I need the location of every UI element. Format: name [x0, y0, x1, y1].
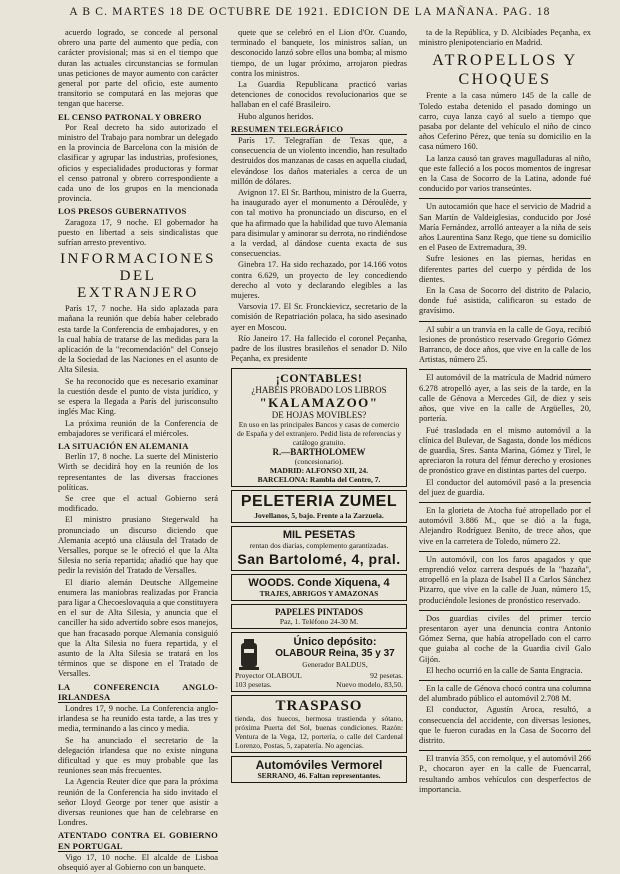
section-heading: LA SITUACIÓN EN ALEMANIA — [58, 440, 189, 451]
section-heading: LA CONFERENCIA ANGLO-IRLANDESA — [58, 681, 218, 702]
paragraph: En la calle de Génova chocó contra una columna del alumbrado público el automóvil 2.708 M. — [419, 683, 591, 704]
paragraph: Por Real decreto ha sido autorizado el ministro del Trabajo para nombrar un delegado en la provincia de Barcelona con la misión de clasificar y agrupar las industrias, profesiones, oficios y especialidades productoras y formar el censo patronal y obrero correspondiente a cada uno de los grupos en la mencionada provincia. — [58, 122, 218, 204]
paragraph: Frente a la casa número 145 de la calle de Toledo estaba detenido el pasado domingo un carro, cuya lanza cayó al suelo a tiempo que pasaba por delante del vehículo el niño de cinco años Ceferino Pérez, que tenía su domicilio en la casa número 160. — [419, 91, 591, 152]
paragraph: Avignon 17. El Sr. Barthou, ministro de la Guerra, ha inaugurado ayer el monumento a Déroulède, y con tal motivo ha pronunciado un discurso, en el que ha afirmado que la habilidad que tuvo Alemania para disimular y aminorar su derrota, no rindiéndose a la verdad, al dándose cuenta exacta de sus consecuencias. — [231, 188, 407, 259]
ad-generator: Generador BALDUS, — [302, 660, 368, 669]
paragraph: El hecho ocurrió en la calle de Santa Engracia. — [426, 665, 583, 675]
paragraph: Se cree que el actual Gobierno será modificado. — [58, 493, 218, 514]
paragraph: Río Janeiro 17. Ha fallecido el coronel Peçanha, padre de los ilustres brasileños el senador D. Nilo Peçanha, ex presidente — [231, 333, 407, 364]
ad-projector: Proyector OLABOUL — [235, 670, 302, 680]
heater-illustration — [235, 635, 263, 671]
paragraph: ta de la República, y D. Alcibíades Peçanha, ex ministro plenipotenciario en Madrid. — [419, 28, 591, 48]
kalamazoo-ad — [231, 368, 407, 487]
paragraph: El ministro prusiano Stegerwald ha pronunciado un discurso diciendo que Alemania aceptó una cláusula del Tratado de Versalles, porque se le ofreció el que la Alta Silesia no sería repartida; añadió que hay que pedir la revisión del Tratado de Versalles. — [58, 515, 218, 576]
column-1 — [58, 28, 218, 874]
divider — [419, 321, 591, 322]
paragraph: Ginebra 17. Ha sido rechazado, por 14.166 votos contra 6.629, un proyecto de ley concediendo derecho al voto y declarando elegibles a las mujeres. — [231, 260, 407, 301]
olabour-ad — [231, 632, 407, 692]
ad-address: BARCELONA: Rambla del Centro, 7. — [257, 474, 381, 484]
ad-agent: R.—BARTHOLOMEW — [272, 446, 366, 457]
ad-subtitle: OLABOUR Reina, 35 y 37 — [275, 648, 395, 659]
mil-pesetas-ad — [231, 526, 407, 571]
ad-subtitle: ¿HABÉIS PROBADO LOS LIBROS — [251, 384, 387, 395]
divider — [419, 750, 591, 751]
ad-subtitle: Paz, 1. Teléfono 24-30 M. — [279, 616, 359, 626]
woods-ad — [231, 574, 407, 601]
paragraph: La Agencia Reuter dice que para la próxima reunión de la Conferencia ha sido invitado el señor Lloyd George por tener que asistir a diversas reuniones que han de celebrarse en Londres. — [58, 777, 218, 828]
paragraph: Zaragoza 17, 9 noche. El gobernador ha puesto en libertad a seis sindicalistas que sufrían arresto preventivo. — [58, 217, 218, 248]
paragraph: Vigo 17, 10 noche. El alcalde de Lisboa obsequió ayer al Gobierno con un banquete. — [58, 852, 218, 873]
paragraph: En la glorieta de Atocha fué atropellado por el automóvil 3.886 M., que se dió a la fuga, Alejandro Rodríguez Benito, de trece años, que vive en la carretera de Toledo, número 22. — [419, 505, 591, 546]
section-heading: ATENTADO CONTRA EL GOBIERNO EN PORTUGAL — [58, 830, 218, 851]
ad-role: (concesionario). — [294, 456, 344, 466]
paragraph: Al subir a un tranvía en la calle de Goya, recibió lesiones de pronóstico reservado Gregorio Gómez Barranco, de doce años, que vive en la calle de los Artistas, número 25. — [419, 324, 591, 365]
ad-text: En uso en las principales Bancos y casas de comercio de España y del extranjero. Pedid lista de referencias y catálogo gratuito. — [236, 419, 402, 447]
ad-price: 103 pesetas. — [235, 679, 272, 689]
ad-title: TRASPASO — [275, 697, 363, 714]
paragraph: Varsovia 17. El Sr. Fronckievicz, secretario de la comisión de Repatriación polaca, ha sido asesinado ayer en Moscou. — [231, 302, 407, 332]
divider — [419, 610, 591, 611]
peleteria-ad — [231, 490, 407, 523]
ad-model: Nuevo modelo, 83,50. — [336, 679, 403, 689]
paragraph: Hubo algunos heridos. — [238, 111, 314, 121]
paragraph: Fué trasladada en el mismo automóvil a la clínica del Bulevar, de Sagasta, donde los médicos de guardia, Sres. Santa Marina, Gómez y Tirel, le apreciaron la rotura del fémur derecho y erosiones de pronóstico grave en distintas partes del cuerpo. — [419, 425, 591, 476]
column-2 — [231, 28, 407, 786]
paragraph: El automóvil de la matrícula de Madrid número 6.278 atropelló ayer, a las seis de la tarde, en la calle de Génova a Mercedes Gil, de diez y seis años, que vive en la calle de Argüelles, 20, portería. — [419, 373, 591, 424]
ad-line: DE HOJAS MOVIBLES? — [271, 409, 367, 420]
paragraph: El tranvía 355, con remolque, y el automóvil 266 P., chocaron ayer en la calle de Fuencarral, resultando ambos vehículos con desperfectos de importancia. — [419, 754, 591, 794]
paragraph: El conductor del automóvil pasó a la presencia del juez de guardia. — [419, 477, 591, 497]
section-title: ATROPELLOS Y CHOQUES — [432, 52, 578, 89]
ad-brand: "KALAMAZOO" — [259, 394, 379, 410]
column-3 — [419, 28, 591, 796]
paragraph: El diario alemán Deutsche Allgemeine enumera las maniobras realizadas por Francia para ligar a Checoeslovaquia a que constituyera en el sur de Alta Silesia, y anuncia que el canciller ha sido advertido sobre esos manejos, que han fracasado porque Alemania consiguió que la Alta Silesia no fuera repartida, y el asunto de la Alta Silesia se tratará en los términos que se dispone en el Tratado de Versalles. — [58, 577, 218, 679]
ad-title: MIL PESETAS — [282, 528, 356, 541]
divider — [419, 680, 591, 681]
ad-subtitle: SERRANO, 46. Faltan representantes. — [257, 770, 381, 780]
paragraph: París 17, 7 noche. Ha sido aplazada para mañana la reunión que debía haber celebrado esta tarde la Conferencia de embajadores, y en la cual había de tratarse de las medidas para la aplicación de la "recomendación" del Consejo de la Sociedad de las Naciones en el asunto de Alta Silesia. — [58, 304, 218, 375]
paragraph: Sufre lesiones en las piernas, heridas en diferentes partes del cuerpo y pérdida de los dientes. — [419, 254, 591, 284]
paragraph: quete que se celebró en el Lion d'Or. Cuando, terminado el banquete, los ministros salían, un desconocido lanzó sobre ellos una bomba; al mismo tiempo, de un lugar próximo, arrojaron piedras contra los ministros. — [231, 28, 407, 78]
paragraph: Berlín 17, 8 noche. La suerte del Ministerio Wirth se decidirá hoy en la reunión de los representantes de las diversas fracciones políticas. — [58, 452, 218, 492]
ad-title: Único depósito: — [293, 636, 377, 648]
page-header: A B C. MARTES 18 DE OCTUBRE DE 1921. EDICION DE LA MAÑANA. PAG. 18 — [69, 6, 551, 18]
ad-title: PAPELES PINTADOS — [275, 606, 363, 617]
paragraph: Londres 17, 9 noche. La Conferencia anglo-irlandesa se ha reunido esta tarde, a las tres y media, terminando a las cinco y media. — [58, 703, 218, 734]
section-title: INFORMACIONES DEL EXTRANJERO — [60, 251, 216, 302]
ad-address: San Bartolomé, 4, pral. — [237, 550, 401, 567]
paragraph: La próxima reunión de la Conferencia de embajadores se verificará el miércoles. — [58, 418, 218, 438]
ad-title: ¡CONTABLES! — [275, 370, 363, 385]
section-heading: LOS PRESOS GUBERNATIVOS — [58, 206, 187, 217]
divider — [419, 369, 591, 370]
vermorel-ad — [231, 756, 407, 783]
section-heading: RESUMEN TELEGRÁFICO — [231, 124, 407, 135]
ad-subtitle: rentan dos diarias, complemento garantizadas. — [249, 540, 389, 550]
paragraph: Un automóvil, con los faros apagados y que emprendió veloz carrera después de la "hazaña", atropelló en la plaza de Isabel II a Carlos Sánchez Pizarro, que vive en la calle de Juan, número 15, produciéndole lesiones de pronóstico reservado. — [419, 554, 591, 605]
paragraph: acuerdo logrado, se concede al personal obrero una parte del aumento que pedía, con carácter provisional; mas si en el tiempo que duran las actuales circunstancias se formulan unas peticiones de mayor aumento con carácter general por parte del oficio, este aumento transitorio se computará en las mejoras que tengan que hacerse. — [58, 28, 218, 109]
ad-text: tienda, dos huecos, hermosa trastienda y sótano, próxima Puerta del Sol, buenas condiciones. Razón: Ventura de la Vega, 12, portería, o calle del Cardenal Lorenzo, Postas, 5, zapatería. No agencias. — [235, 713, 403, 750]
ad-title: WOODS. Conde Xiquena, 4 — [248, 576, 390, 589]
ad-price: 92 pesetas. — [370, 670, 403, 680]
ad-subtitle: TRAJES, ABRIGOS Y AMAZONAS — [259, 588, 379, 598]
ad-subtitle: Jovellanos, 5, bajo. Frente a la Zarzuela. — [254, 510, 384, 520]
ad-title: PELETERIA ZUMEL — [240, 492, 398, 510]
divider — [419, 198, 591, 199]
paragraph: La lanza causó tan graves magulladuras al niño, que este falleció a los pocos momentos de ingresar en la Casa de Socorro de la Latina, adonde fué conducido por varios transeúntes. — [419, 153, 591, 194]
paragraph: Se ha anunciado el secretario de la delegación irlandesa que no existe ninguna dificultad y que es muy probable que las reuniones sean más frecuentes. — [58, 735, 218, 776]
divider — [419, 551, 591, 552]
ad-title: Automóviles Vermorel — [255, 757, 383, 772]
paragraph: La Guardia Republicana practicó varias detenciones de conocidos revolucionarios que se hallaban en el café Brasileiro. — [231, 80, 407, 110]
section-heading: EL CENSO PATRONAL Y OBRERO — [58, 111, 202, 122]
paragraph: Se ha reconocido que es necesario examinar la cuestión desde el punto de vista jurídico, y se espera la llegada a París del jurisconsulto inglés Mac King. — [58, 376, 218, 417]
paragraph: Dos guardias civiles del primer tercio presentaron ayer una denuncia contra Antonio Gómez Serna, que había atropellado con el carro que guiaba al coche de la Guardia civil Galo Gijón. — [419, 613, 591, 664]
ad-address: MADRID: ALFONSO XII, 24. — [269, 465, 369, 475]
traspaso-ad — [231, 695, 407, 753]
papeles-ad — [231, 604, 407, 629]
paragraph: Un autocamión que hace el servicio de Madrid a San Martín de Valdeiglesias, conducido por José María Fernández, arrolló anteayer a la niña de seis años Laurentina Sanz Rego, que tiene su domicilio en el Paseo de Extremadura, 39. — [419, 202, 591, 253]
divider — [419, 502, 591, 503]
paragraph: En la Casa de Socorro del distrito de Palacio, donde fué asistida, calificaron su estado de gravísimo. — [419, 286, 591, 316]
paragraph: El conductor, Agustín Aroca, resultó, a consecuencia del accidente, con diversas lesiones, que le fueron curadas en la Casa de Socorro del distrito. — [419, 705, 591, 745]
paragraph: París 17. Telegrafían de Texas que, a consecuencia de un violento incendio, han resultado destruidos dos manzanas de casas en aquella ciudad, elevándose los daños materiales a cerca de un millón de dólares. — [231, 136, 407, 186]
